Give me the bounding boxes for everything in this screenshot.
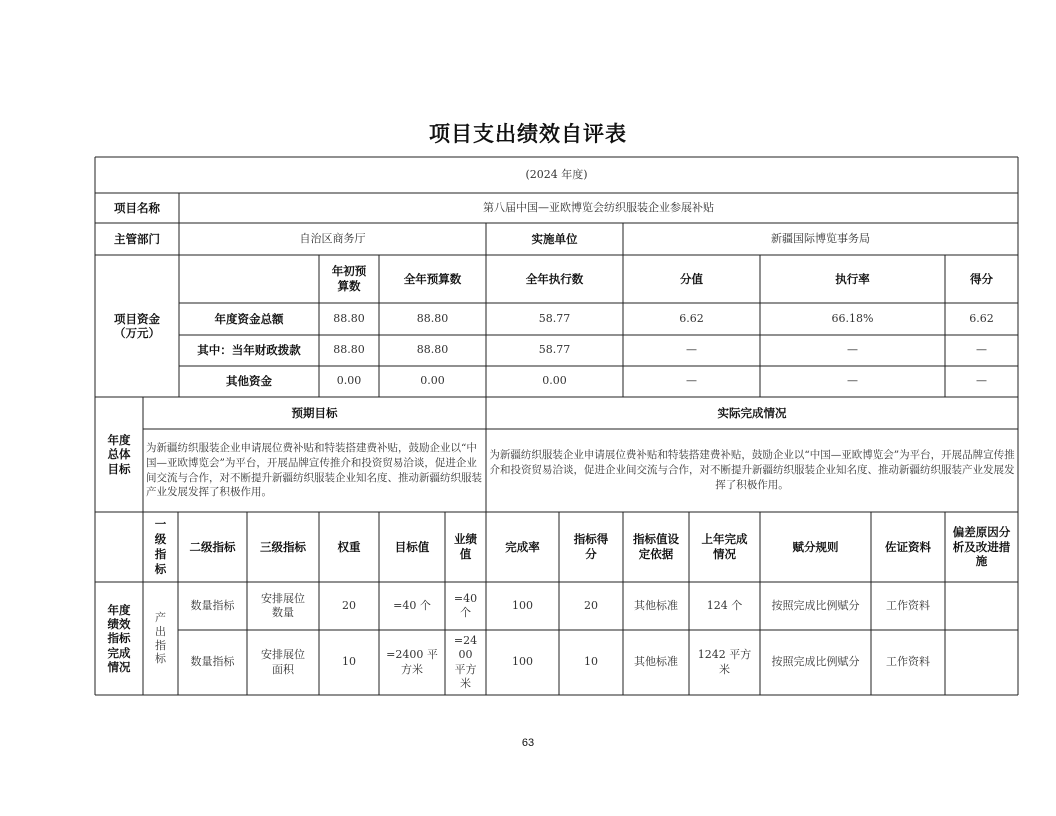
indicator-row-0-rule: 按照完成比例赋分 — [771, 598, 860, 612]
indicator-header-last-year: 上年完成情况 — [701, 532, 748, 561]
project-name-label: 项目名称 — [114, 200, 160, 215]
indicators-label: 年度绩效指标完成情况 — [107, 602, 131, 675]
funds-label: 项目资金（万元） — [114, 311, 160, 340]
funds-row-2-weight: — — [686, 374, 697, 388]
indicator-row-0-completion: 100 — [512, 598, 533, 612]
indicator-row-0-level2: 数量指标 — [190, 598, 235, 612]
indicator-header-level3: 三级指标 — [260, 539, 306, 554]
indicator-row-0-level3: 安排展位数量 — [261, 591, 305, 619]
indicator-header-score: 指标得分 — [573, 532, 609, 561]
unit-label: 实施单位 — [531, 231, 578, 246]
funds-row-1-label: 其中：当年财政拨款 — [197, 343, 301, 358]
page-title: 项目支出绩效自评表 — [429, 122, 627, 146]
indicator-row-0-evidence: 工作资料 — [886, 598, 930, 612]
indicator-row-1-evidence: 工作资料 — [886, 655, 930, 669]
funds-header-initial: 年初预算数 — [331, 264, 367, 293]
unit-value: 新疆国际博览事务局 — [771, 231, 870, 245]
project-name-value: 第八届中国—亚欧博览会纺织服装企业参展补贴 — [483, 200, 714, 214]
funds-row-0-full-year: 88.80 — [416, 311, 449, 325]
dept-value: 自治区商务厅 — [299, 231, 366, 245]
indicator-header-level2: 二级指标 — [189, 539, 236, 554]
funds-row-2-initial: 0.00 — [336, 374, 362, 388]
indicator-row-1-rule: 按照完成比例赋分 — [771, 655, 860, 669]
indicator-row-1-completion: 100 — [512, 655, 533, 669]
funds-row-1-score: — — [976, 343, 987, 357]
funds-header-weight: 分值 — [680, 271, 703, 286]
indicator-row-1-weight: 10 — [342, 655, 356, 669]
indicator-row-1-level2: 数量指标 — [190, 655, 235, 669]
indicator-header-completion: 完成率 — [505, 539, 540, 554]
funds-row-0-rate: 66.18% — [831, 311, 874, 325]
funds-row-0-executed: 58.77 — [538, 311, 571, 325]
indicator-row-0-actual: =40 个 — [453, 591, 478, 619]
funds-row-0-initial: 88.80 — [333, 311, 365, 325]
funds-row-0-weight: 6.62 — [679, 311, 704, 325]
indicator-row-1-level3: 安排展位面积 — [261, 648, 305, 676]
indicator-row-0-target: =40 个 — [393, 598, 431, 612]
funds-row-1-full-year: 88.80 — [416, 343, 449, 357]
dept-label: 主管部门 — [114, 231, 160, 246]
funds-row-2-executed: 0.00 — [542, 374, 567, 388]
page-number: 63 — [521, 737, 535, 749]
indicator-row-1-last-year: 1242 平方米 — [697, 648, 752, 676]
funds-row-0-score: 6.62 — [969, 311, 994, 325]
actual-goal-text: 为新疆纺织服装企业申请展位费补贴和特装搭建费补贴，鼓励企业以“中国—亚欧博览会”为平台，开展品牌宣传推介和投资贸易洽谈，促进企业间交流与合作，对不断提升新疆纺织服装企业知名度、推动新疆纺织服装产业发展发挥了积极作用。 — [489, 449, 1015, 491]
indicator-row-0-weight: 20 — [342, 598, 356, 612]
indicator-row-1-target: =2400 平方米 — [386, 648, 438, 676]
indicator-row-0-last-year: 124 个 — [706, 598, 743, 612]
funds-row-2-score: — — [976, 374, 987, 388]
funds-header-full-year: 全年预算数 — [403, 271, 462, 286]
indicator-header-rule: 赋分规则 — [792, 539, 839, 554]
year-caption: (2024 年度) — [525, 167, 588, 181]
funds-header-rate: 执行率 — [835, 271, 870, 286]
indicator-header-evidence: 佐证资料 — [885, 539, 931, 554]
funds-row-2-full-year: 0.00 — [420, 374, 445, 388]
indicator-row-1-basis: 其他标准 — [634, 655, 678, 669]
indicator-row-1-actual: =2400 平方米 — [453, 633, 478, 690]
funds-row-2-label: 其他资金 — [226, 374, 272, 389]
funds-header-executed: 全年执行数 — [525, 271, 584, 286]
indicator-row-1-deviation — [945, 630, 1018, 695]
funds-header-score: 得分 — [970, 271, 993, 286]
goals-label: 年度总体目标 — [107, 432, 131, 476]
funds-row-1-rate: — — [847, 343, 858, 357]
indicator-row-0-deviation — [945, 582, 1018, 630]
funds-row-0-label: 年度资金总额 — [214, 311, 284, 326]
expected-goal-header: 预期目标 — [291, 405, 338, 420]
indicator-header-basis: 指标值设定依据 — [633, 532, 679, 561]
funds-row-2-rate: — — [847, 374, 858, 388]
funds-row-1-executed: 58.77 — [538, 343, 571, 357]
expected-goal-text: 为新疆纺织服装企业申请展位费补贴和特装搭建费补贴，鼓励企业以“中国—亚欧博览会”为平台，开展品牌宣传推介和投资贸易洽谈，促进企业间交流与合作，对不断提升新疆纺织服装企业知名度、推动新疆纺织服装产业发展发挥了积极作用。 — [146, 441, 482, 499]
funds-row-1-weight: — — [686, 343, 697, 357]
indicator-header-actual: 业绩值 — [454, 532, 477, 561]
indicator-header-level1: 一级指标 — [154, 517, 167, 576]
indicator-row-0-basis: 其他标准 — [634, 598, 678, 612]
actual-goal-header: 实际完成情况 — [717, 405, 787, 420]
indicator-header-target: 目标值 — [394, 539, 430, 554]
indicator-header-deviation: 偏差原因分析及改进措施 — [952, 524, 1011, 569]
level1-value: 产出指标 — [155, 611, 166, 666]
funds-row-1-initial: 88.80 — [333, 343, 365, 357]
indicator-header-weight: 权重 — [337, 539, 361, 554]
indicator-row-0-score: 20 — [584, 598, 598, 612]
indicator-row-1-score: 10 — [584, 655, 598, 669]
